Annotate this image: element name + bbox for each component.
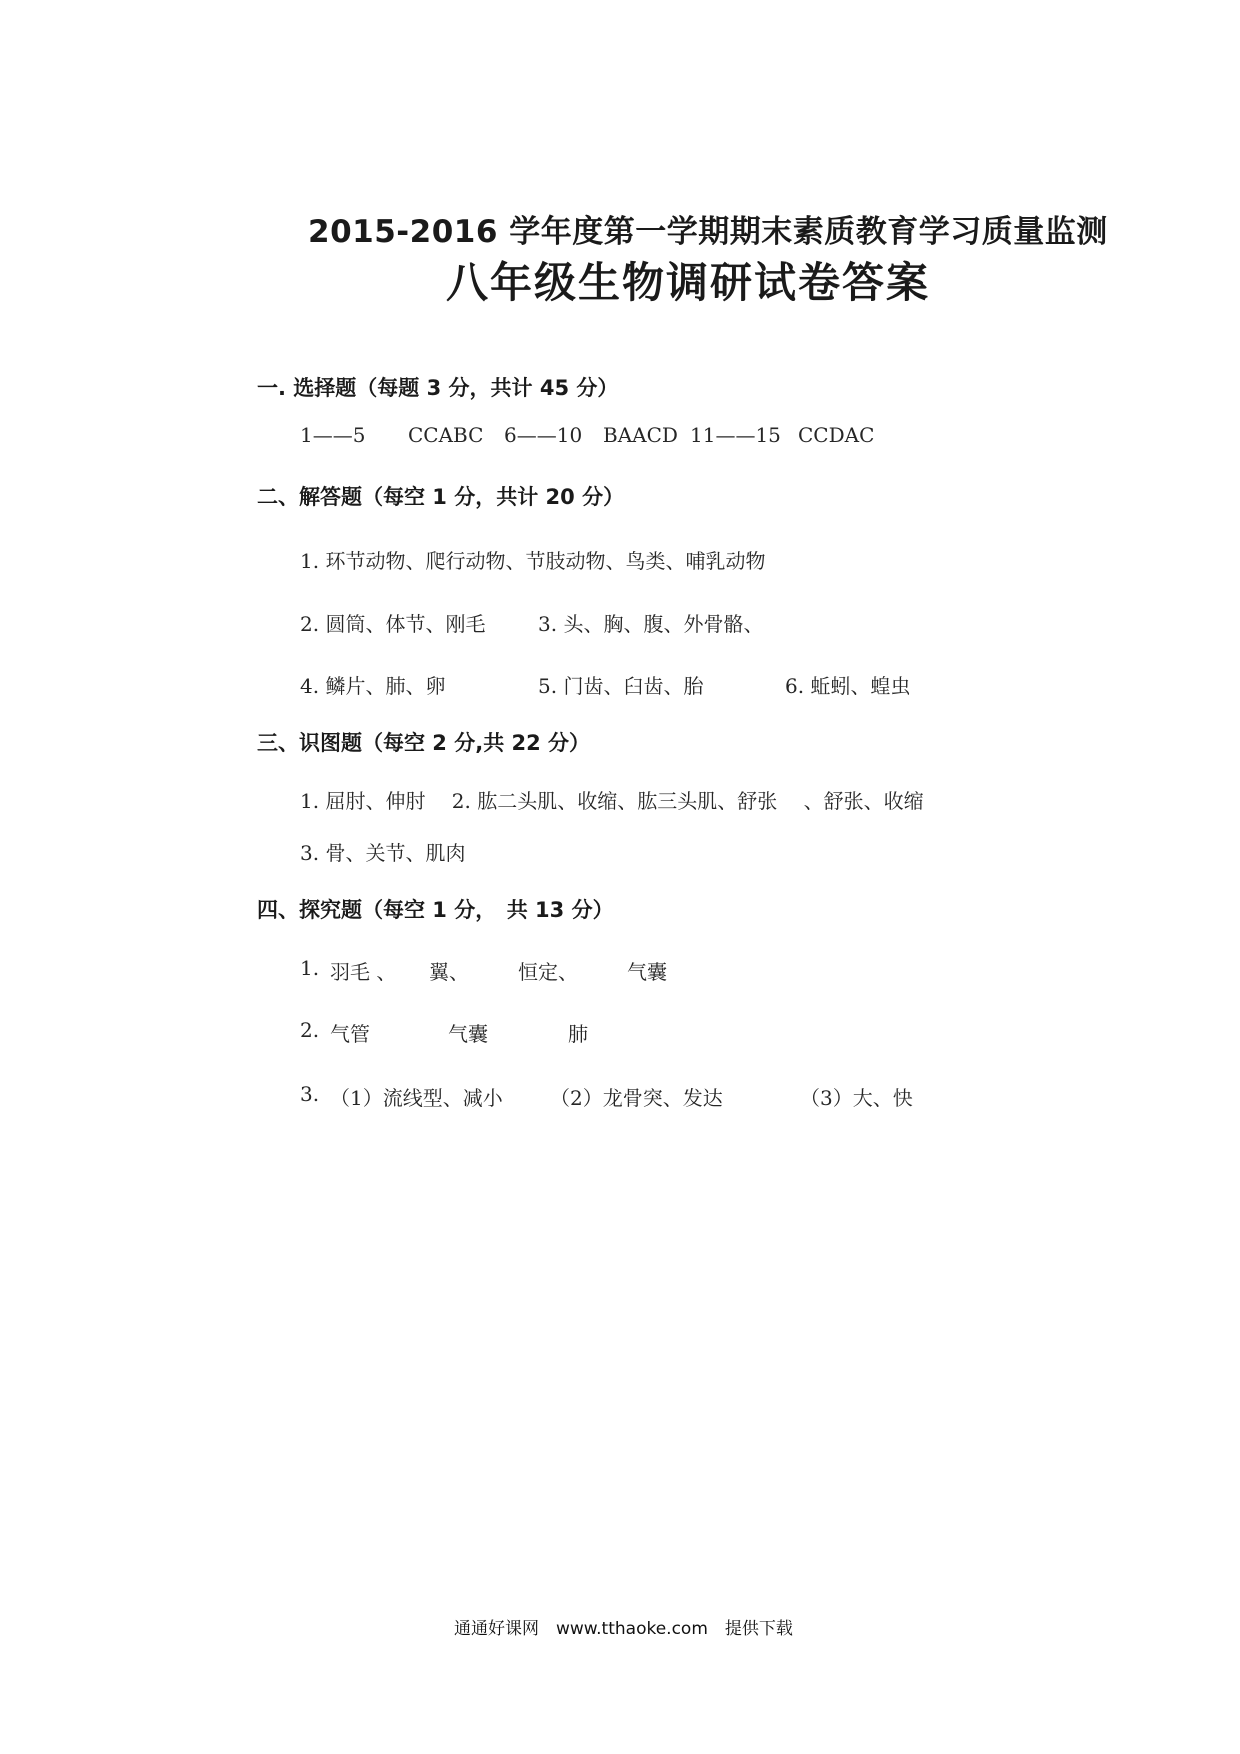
answer-4-2-a: 气管: [330, 1022, 370, 1046]
answer-3-1: 1. 屈肘、伸肘 2. 肱二头肌、收缩、肱三头肌、舒张 、舒张、收缩: [300, 789, 924, 813]
answer-2-2: 2. 圆筒、体节、刚毛: [300, 612, 486, 636]
answer-4-3-number: 3.: [300, 1082, 320, 1106]
answer-4-1-number: 1.: [300, 956, 320, 980]
answer-4-2-number: 2.: [300, 1018, 320, 1042]
answer-2-5: 5. 门齿、臼齿、胎: [538, 674, 704, 698]
footer-source-note: 通通好课网 www.tthaoke.com 提供下载: [454, 1619, 793, 1639]
mc-range-3: 11——15: [690, 423, 781, 447]
answer-2-6: 6. 蚯蚓、蝗虫: [785, 674, 911, 698]
document-title-line1: 2015-2016 学年度第一学期期末素质教育学习质量监测: [308, 214, 1108, 250]
mc-range-2: 6——10: [504, 423, 583, 447]
section-2-heading: 二、解答题（每空 1 分，共计 20 分）: [257, 485, 625, 509]
answer-4-1-a: 羽毛 、: [330, 960, 397, 984]
mc-answers-3: CCDAC: [798, 423, 875, 447]
section-4-heading: 四、探究题（每空 1 分， 共 13 分）: [257, 898, 614, 922]
answer-4-2-b: 气囊: [448, 1022, 488, 1046]
answer-4-1-b: 翼、: [429, 960, 469, 984]
answer-4-3-a: （1）流线型、减小: [330, 1086, 503, 1110]
section-3-heading: 三、识图题（每空 2 分,共 22 分）: [257, 731, 591, 755]
answer-2-1: 1. 环节动物、爬行动物、节肢动物、鸟类、哺乳动物: [300, 549, 766, 573]
section-1-heading: 一. 选择题（每题 3 分，共计 45 分）: [257, 376, 619, 400]
answer-2-3: 3. 头、胸、腹、外骨骼、: [538, 612, 764, 636]
answer-4-3-b: （2）龙骨突、发达: [550, 1086, 723, 1110]
answer-2-4: 4. 鳞片、肺、卵: [300, 674, 446, 698]
answer-4-3-c: （3）大、快: [800, 1086, 913, 1110]
document-title-line2: 八年级生物调研试卷答案: [446, 258, 931, 307]
mc-answers-1: CCABC: [408, 423, 484, 447]
answer-4-2-c: 肺: [568, 1022, 588, 1046]
mc-answers-2: BAACD: [603, 423, 678, 447]
answer-4-1-c: 恒定、: [518, 960, 578, 984]
mc-range-1: 1——5: [300, 423, 366, 447]
answer-3-2: 3. 骨、关节、肌肉: [300, 841, 466, 865]
answer-4-1-d: 气囊: [627, 960, 667, 984]
